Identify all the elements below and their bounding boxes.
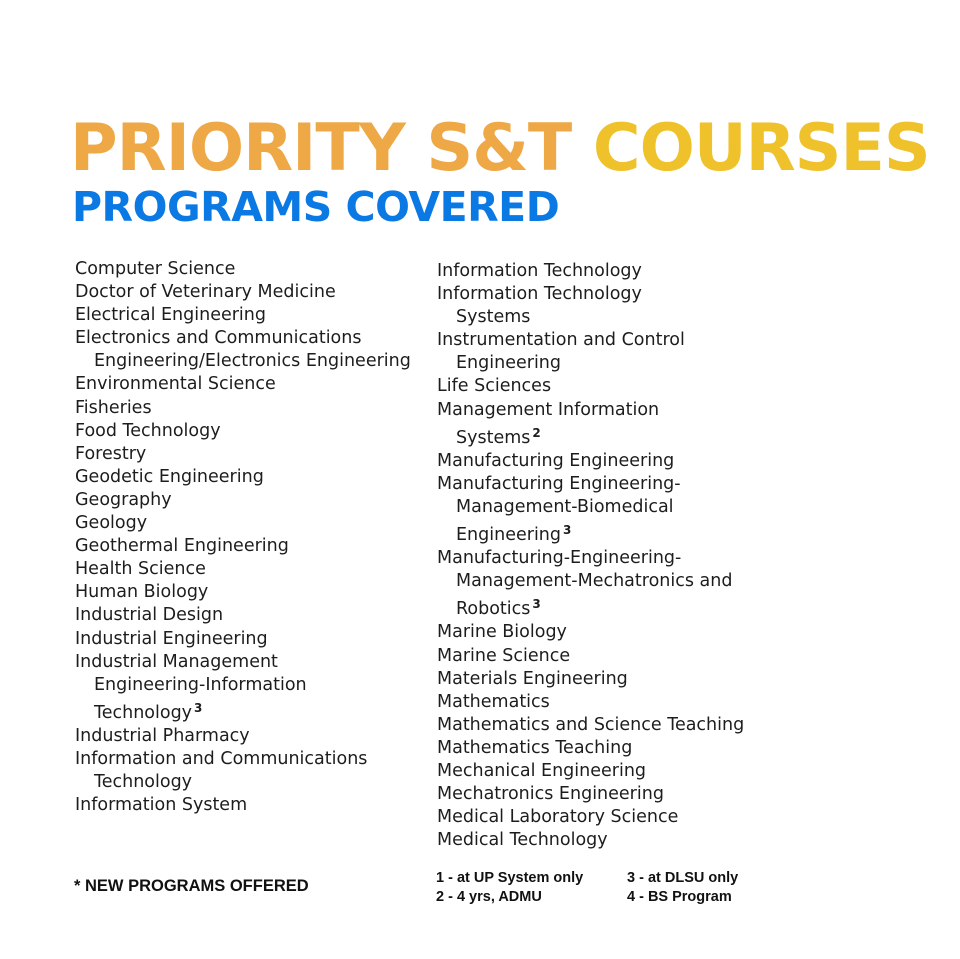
program-item bbox=[75, 281, 415, 304]
program-name: Electronics and Communications Engineering/Electronics Engineering bbox=[75, 328, 411, 372]
program-name: Mechatronics Engineering bbox=[437, 784, 664, 805]
page-title bbox=[70, 110, 930, 188]
program-name: Manufacturing Engineering bbox=[437, 450, 675, 471]
program-item bbox=[75, 304, 415, 327]
legend-item: 2 - 4 yrs, ADMU bbox=[436, 888, 542, 905]
program-name: Life Sciences bbox=[437, 376, 552, 397]
page-subtitle: PROGRAMS COVERED bbox=[72, 183, 560, 231]
programs-list-right bbox=[437, 260, 797, 852]
program-item bbox=[437, 714, 797, 737]
program-name: Mathematics Teaching bbox=[437, 737, 633, 758]
program-item bbox=[437, 399, 726, 450]
program-name: Industrial Management Engineering-Information Technology bbox=[75, 651, 307, 723]
program-name: Fisheries bbox=[75, 397, 152, 418]
program-name: Information and Communications Technology bbox=[75, 748, 368, 793]
program-name: Information Technology bbox=[437, 261, 642, 281]
program-item bbox=[437, 737, 797, 760]
program-item bbox=[75, 558, 415, 581]
program-item bbox=[437, 783, 797, 806]
program-item bbox=[75, 725, 415, 748]
program-item bbox=[75, 748, 424, 794]
program-name: Forestry bbox=[75, 443, 147, 464]
program-name: Geography bbox=[75, 489, 172, 510]
program-name: Electrical Engineering bbox=[75, 305, 266, 326]
program-name: Health Science bbox=[75, 559, 206, 580]
legend-item: 3 - at DLSU only bbox=[627, 870, 739, 886]
program-item bbox=[75, 489, 415, 512]
program-name: Mechanical Engineering bbox=[437, 760, 647, 781]
program-name: Geology bbox=[75, 513, 148, 534]
program-item bbox=[75, 373, 415, 396]
program-name: Manufacturing Engineering-Management-Biomedical Engineering bbox=[437, 473, 681, 546]
program-item bbox=[75, 258, 415, 281]
program-item bbox=[75, 397, 415, 420]
program-name: Industrial Engineering bbox=[75, 628, 268, 649]
program-name: Mathematics bbox=[437, 691, 550, 712]
program-name: Medical Laboratory Science bbox=[437, 807, 679, 828]
program-name: Materials Engineering bbox=[437, 668, 628, 689]
program-name: Geothermal Engineering bbox=[75, 536, 289, 557]
program-item bbox=[437, 760, 797, 783]
program-footnote: 2 bbox=[532, 425, 541, 440]
program-name: Manufacturing-Engineering-Management-Mechatronics and Robotics bbox=[437, 548, 733, 620]
program-item bbox=[437, 806, 797, 829]
program-item bbox=[437, 621, 797, 644]
program-item bbox=[75, 794, 415, 817]
program-item bbox=[75, 420, 415, 443]
program-name: Doctor of Veterinary Medicine bbox=[75, 282, 336, 303]
program-name: Food Technology bbox=[75, 420, 221, 441]
program-item bbox=[437, 329, 746, 375]
program-name: Marine Science bbox=[437, 645, 571, 666]
program-item bbox=[75, 628, 415, 651]
program-name: Mathematics and Science Teaching bbox=[437, 714, 745, 735]
title-courses: COURSES bbox=[592, 111, 930, 186]
program-name: Management Information Systems bbox=[437, 399, 660, 448]
program-name: Human Biology bbox=[75, 582, 209, 603]
legend-item: 4 - BS Program bbox=[627, 888, 732, 905]
footnote-legend bbox=[436, 869, 776, 906]
program-footnote: 3 bbox=[563, 523, 572, 538]
program-item bbox=[437, 450, 797, 473]
program-item bbox=[437, 375, 797, 398]
program-item bbox=[437, 283, 696, 329]
program-item bbox=[75, 443, 415, 466]
program-name: Information System bbox=[75, 795, 248, 816]
program-item bbox=[75, 604, 415, 627]
program-item bbox=[75, 327, 424, 373]
legend-item: 1 - at UP System only bbox=[436, 870, 584, 886]
program-name: Geodetic Engineering bbox=[75, 466, 264, 487]
title-priority-st: PRIORITY S&T bbox=[70, 111, 572, 186]
program-name: Information Technology Systems bbox=[437, 284, 642, 328]
program-name: Environmental Science bbox=[75, 374, 276, 395]
program-footnote: 3 bbox=[532, 597, 541, 612]
program-item bbox=[75, 581, 415, 604]
program-item bbox=[437, 829, 797, 852]
program-name: Industrial Pharmacy bbox=[75, 725, 250, 746]
program-item bbox=[437, 668, 797, 691]
programs-list-left bbox=[75, 258, 415, 817]
program-name: Marine Biology bbox=[437, 622, 567, 643]
program-item bbox=[437, 260, 797, 283]
program-item bbox=[75, 651, 364, 725]
program-footnote: 3 bbox=[194, 700, 203, 715]
program-item bbox=[75, 512, 415, 535]
program-name: Medical Technology bbox=[437, 830, 608, 851]
program-item bbox=[75, 466, 415, 489]
program-item bbox=[437, 473, 741, 547]
new-programs-note: * NEW PROGRAMS OFFERED bbox=[74, 877, 309, 895]
program-name: Industrial Design bbox=[75, 605, 224, 626]
program-name: Computer Science bbox=[75, 259, 236, 279]
program-item bbox=[75, 535, 415, 558]
program-item bbox=[437, 691, 797, 714]
program-item bbox=[437, 645, 797, 668]
program-name: Instrumentation and Control Engineering bbox=[437, 330, 685, 374]
program-item bbox=[437, 547, 746, 621]
